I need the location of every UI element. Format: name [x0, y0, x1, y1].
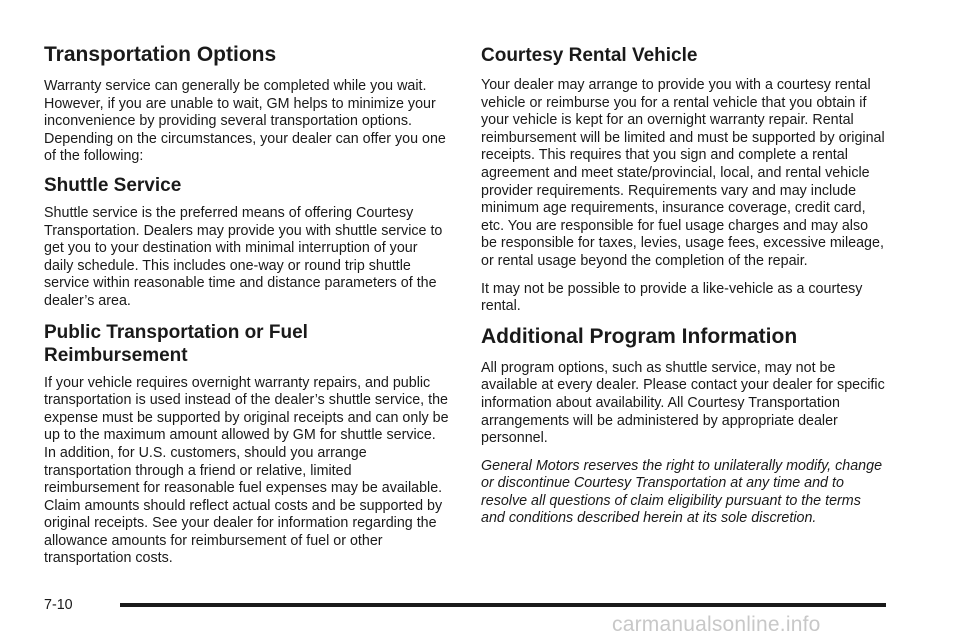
paragraph-courtesy-rental: Your dealer may arrange to provide you with a courtesy rental vehicle or reimburse you for a rental vehicle that you obtain if your vehicle is kept for an overnight warranty repair. Rental reimbursement will be limited and must be supported by original receipts. This requires that you sign and complete a rental agreement and meet state/provincial, local, and rental vehicle provider requirements. Requirements vary and may include minimum age requirements, insurance coverage, credit card, etc. You are responsible for fuel usage charges and may also be responsible for taxes, levies, usage fees, excessive mileage, or rental usage beyond the completion of the repair. — [481, 77, 885, 269]
paragraph-like-vehicle: It may not be possible to provide a like-vehicle as a courtesy rental. — [481, 280, 863, 315]
heading-public-transportation: Public Transportation or Fuel Reimbursement — [44, 321, 308, 366]
paragraph-disclaimer: General Motors reserves the right to unilaterally modify, change or discontinue Courtesy Transportation at any time and to resolve all questions of claim eligibility pursuant to the terms and conditions described herein at its sole discretion. — [481, 457, 883, 527]
heading-courtesy-rental: Courtesy Rental Vehicle — [481, 45, 698, 66]
paragraph-additional-program: All program options, such as shuttle service, may not be available at every dealer. Please contact your dealer for specific information about availability. All Courtesy Transportation arrangements will be administered by appropriate dealer personnel. — [481, 359, 885, 447]
page-number: 7-10 — [44, 597, 73, 613]
left-column — [44, 42, 449, 568]
watermark: carmanualsonline.info — [612, 613, 821, 636]
heading-additional-program: Additional Program Information — [481, 324, 798, 348]
paragraph-public-transportation: If your vehicle requires overnight warranty repairs, and public transportation is used instead of the dealer’s shuttle service, the expense must be supported by original receipts and can only be up to the maximum amount allowed by GM for shuttle service. In addition, for U.S. customers, should you arrange transportation through a friend or relative, limited reimbursement for reasonable fuel expenses may be available. Claim amounts should reflect actual costs and be supported by original receipts. See your dealer for information regarding the allowance amounts for reimbursement of fuel or other transportation costs. — [44, 374, 449, 567]
paragraph-transportation-options: Warranty service can generally be completed while you wait. However, if you are unable to wait, GM helps to minimize your inconvenience by providing several transportation options. Depending on the circumstances, your dealer can offer you one of the following: — [44, 78, 446, 165]
heading-transportation-options: Transportation Options — [44, 43, 277, 66]
right-column — [481, 42, 886, 528]
paragraph-shuttle-service: Shuttle service is the preferred means of offering Courtesy Transportation. Dealers may provide you with shuttle service to get you to your destination with minimal interruption of your daily schedule. This includes one-way or round trip shuttle service within reasonable time and distance parameters of the dealer’s area. — [44, 204, 443, 309]
heading-shuttle-service: Shuttle Service — [44, 174, 182, 196]
footer-divider — [120, 603, 886, 607]
